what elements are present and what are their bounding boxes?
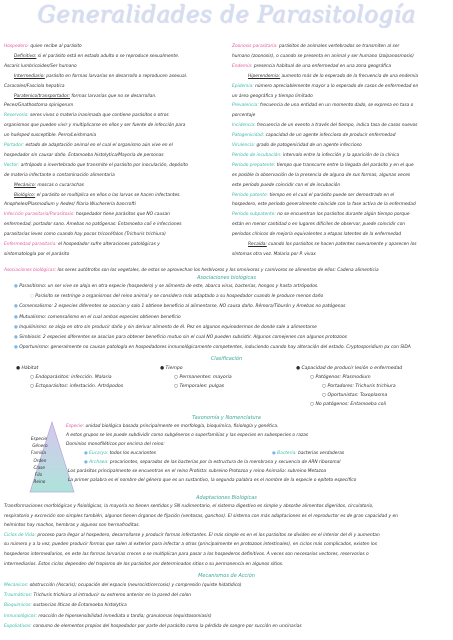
right-definition-line: es posible la observación de la presencia de alguna de sus formas, algunas veces	[232, 172, 411, 178]
association-item: ● Oportunismo: generalmente no causan patología en hospedadores inmunológicamente competentes, induciendo cuando hay alteración del estado. Cryptosporidium px con SIDA	[14, 345, 411, 351]
classification-item: ○ Ectoparásitos: infestación. Artrópodos	[30, 384, 124, 389]
adaptation-line: respiratorio y excreción son simples también, algunos tienen órganos de fijación (ventosas, ganchos). El sistema con más adaptaciones es el reproductor es de gran capacidad y en	[4, 513, 398, 519]
left-definition-line: Mecánico: moscas o cucarachas	[14, 182, 84, 188]
section-heading-taxonomy: Taxonomía y Nomenclatura	[192, 415, 261, 421]
left-definition-line: Peces/Gnathostoma spinigerum	[4, 103, 74, 109]
classification-item: ○ Oportunistas: Toxoplasma	[322, 393, 388, 398]
right-definition-line: síntomas otra vez. Malaria por P. vivax	[232, 251, 316, 257]
adaptation-line: Transformaciones morfológicas y fisiológicas, la mayoría no tienen sentidos y SN rudimentario, el sistema digestivo es simple y absorbe alimentos digeridos, circulatorio,	[4, 504, 374, 509]
pyramid-rank-label: Familia	[30, 450, 47, 456]
right-definition-line: períodos clínicos de mejoría equivalentes a etapas latentes de la enfermedad	[232, 232, 402, 238]
adaptation-line: helmintos hay machos, hembras y algunos son hermafroditas.	[4, 523, 140, 529]
adaptation-line: Ciclos de Vida: proceso para llegar al hospedero, desarrollarse y producir formas infectantes. El más simple es en el los parásitos se dividen en el interior del él y aumentan	[4, 532, 380, 538]
left-definition-line: Hospedero: quien recibe al parásito	[4, 44, 82, 49]
pyramid-rank-label: Género	[32, 443, 48, 449]
right-definition-line: Incidencia: frecuencia de un evento a través del tiempo, indica tasa de casos nuevos	[232, 123, 418, 129]
left-definition-line: parasitarias leves como cuando hay pocos tricocéfalos (Trichuris trichiura)	[4, 232, 166, 238]
adaptation-line: intermediarios. Estos ciclos dependen del tropismo de los parásitos por determinados sitios o su permanencia en algunos sitios.	[4, 561, 284, 567]
right-definition-line: Período subpatente: no se encuentran los parásitos durante algún tiempo porque	[232, 212, 410, 218]
left-definition-line: de materia infectante o contaminación alimentaria	[4, 172, 115, 178]
pyramid-rank-label: Filo	[34, 472, 43, 477]
classification-item: ○ Temporales: pulgas	[174, 384, 225, 389]
right-definition-line: están en menor cantidad o en lugares difíciles de observar, puede coincidir con	[232, 222, 405, 228]
taxonomy-line: La primer palabra es el nombre del género que es un sustantivo, la segunda palabra es el nombre de la especie o epíteto específico	[68, 478, 357, 483]
left-definition-line: Reservorio: seres vivos o materia inanimada que contiene parásitos o otros	[4, 113, 169, 119]
right-definition-line: Período prepatente: tiempo que transcurre entre la llegada del parásito y en el que	[232, 162, 414, 168]
section-heading-associations: Asociaciones biológicas	[197, 275, 256, 281]
classification-item: ● Hábitat	[16, 366, 39, 371]
right-definition-line: Zoonosis parasitaria: parásitos de animales vertebrados se transmiten al ser	[232, 44, 400, 49]
pyramid-rank-label: Orden	[33, 457, 47, 463]
right-definition-line: Endemia: presencia habitual de una enfermedad en una zona geográfica	[232, 63, 391, 69]
right-definition-line: Hiperendemia: aumento más de lo esperado de la frecuencia de una endemia	[248, 73, 419, 79]
right-definition-line: Prevalencia: frecuencia de una entidad en un momento dado, se expresa en tasa o	[232, 103, 414, 109]
association-item: ○ Parásito se restringe a organismos del reino animal y se considera más adaptado a su hospedador cuando le produce menos daño	[30, 294, 324, 300]
left-definition-line: Portador: estado de adaptación animal en el cual el organismo aún vive en el	[4, 143, 173, 148]
right-definition-line: este período puede coincidir con el de incubación	[232, 182, 341, 188]
classification-item: ○ Endoparásitos: infección. Malaria	[30, 375, 112, 380]
left-definition-line: organismos que pueden vivir y multiplicarse en ellos y ser fuente de infección para	[4, 123, 186, 129]
classification-item: ○ Patógenos: Plasmodium	[310, 375, 371, 380]
left-definition-line: Ascaris lumbricoides/Ser humano	[4, 63, 77, 69]
section-heading-adaptations: Adaptaciones Biológicas	[196, 495, 257, 501]
left-definition-line: hospedador sin causar daño. Entamoeba histolytica/Mayoría de personas	[4, 152, 164, 158]
taxonomy-line: ● Archaea: procariontes, separados de las bacterias por la estructura de la membrana y secuencia de ARN ribosomal	[84, 460, 341, 465]
mechanism-line: Expoliativos: consumo de elementos propios del hospedador por parte del parásito como la pérdida de sangre por succión en uncinarias	[4, 623, 302, 629]
right-definition-line: porcentaje	[232, 113, 256, 119]
right-definition-line: Período patente: tiempo en el cual el parásito puede ser demostrado en el	[232, 192, 395, 198]
association-item: ● Parasitismo: un ser vive se aloja en otra especie (hospedero) y se alimenta de este, abarca virus, bacterias, hongos y hasta artrópodos.	[14, 284, 319, 289]
classification-item: ● Tiempo	[160, 366, 183, 371]
taxonomy-line: ● Bacteria: bacterias verdaderas	[272, 451, 345, 456]
left-definition-line: Paratenico/transportador: formas larvarias que no se desarrollan.	[14, 93, 157, 99]
right-definition-line: Período de incubación: intervalo entre la infección y la aparición de la clínica	[232, 152, 400, 158]
association-item: ● Mutualismo: comensalismo en el cual ambas especies obtienen beneficio	[14, 314, 181, 320]
right-definition-line: humano (zoonosis), o cuando se presenta en animal y ser humano (zoipanosmosis)	[232, 53, 414, 59]
classification-item: ○ Portadores: Trichuris trichiura	[322, 384, 396, 389]
right-definition-line: un área geográfica y tiempo limitado	[232, 93, 313, 99]
mechanism-line: Traumáticos: Trichuris trichiura al introducir su extremo anterior en la pared del colon	[4, 593, 191, 599]
mechanism-line: Bioquímicos: sustancias líticas de Entamoeba histolytica	[4, 603, 127, 609]
association-item: ● Comensalismo: 2 especies diferentes se asocian y solo 1 obtiene beneficio al alimentarse, NO causa daño. Rémora/Tiburón y Amebas no patógenas	[14, 304, 346, 310]
left-definition-line: Intermediario: parásito en formas larvarias en desarrollo o reproducen asexual.	[14, 73, 188, 79]
taxonomy-line: Especie: unidad biológica basada principalmente en morfología, bioquímica, fisiología y genética.	[66, 424, 279, 429]
right-definition-line: Virulencia: grado de patogenicidad de un agente infeccioso	[232, 143, 362, 148]
mechanism-line: Mecánicos: obstrucción (Ascaris); ocupación del espacio (neurocisticercosis) y compresión (quiste hidatídico)	[4, 583, 242, 588]
page-title: Generalidades de Parasitología	[37, 2, 416, 28]
left-definition-line: Infección parasitaria/Parasitosis: hospedador tiene parásitos que NO causan	[4, 212, 170, 218]
left-definition-line: Caracoles/Fasciola hepatica	[4, 83, 65, 89]
adaptation-line: hospederos intermediarios, en este las formas larvarias crecen o se multiplican para pasar a los hospederos definitivos. A veces son necesarios vectores, reservorios o	[4, 552, 369, 557]
classification-item: ○ Permanentes: mayoría	[174, 375, 232, 380]
section-heading-mechanisms: Mecanismos de Acción	[198, 573, 255, 579]
mechanism-line: Inmunológicos: reacción de hipersensibilidad inmediata o tardía; granulomas (equistosomiasis)	[4, 613, 212, 619]
left-definition-line: Biológico: el parásito se multiplica en ellos o las larvas se hacen infectantes.	[14, 192, 181, 198]
assoc-intro: Asociaciones biológicas: los seres autótrofos son los vegetales, de estos se aprovechan los herbívoros y los omnívoros y carnívoros se alimentan de ellos: Cadena alimenticia	[4, 268, 379, 273]
adaptation-line: su número y a la vez, pueden producir formas que salen al exterior para infectar a otros (principalmente en protozoos intestinales), en ciclos más complicados, existen los	[4, 542, 377, 548]
left-definition-line: enfermedad, portador sano. Amebas no patógenas: Entamoeba coli e infecciones	[4, 222, 182, 228]
right-definition-line: Epidemia: número apreciablemente mayor a lo esperado de casos de enfermedad en	[232, 83, 419, 89]
association-item: ● Inquilinismo: se aloja en otro sin producir daño y sin derivar alimento de él. Pez en algunos equinodermos de donde sale a alimentarse	[14, 324, 317, 330]
left-definition-line: sintomatología por el parásito	[4, 251, 70, 257]
classification-item: ○ No patógenos: Entamoeba coli	[310, 402, 387, 407]
taxonomy-line: ● Eucarya: todos los eucariontes	[84, 451, 157, 456]
association-item: ● Simbiosis: 2 especies diferentes se asocian para obtener beneficio mutuo sin el cual NO pueden subsistir. Algunos comejenes con algunos protozoos	[14, 335, 347, 340]
section-heading-classification: Clasificación	[210, 356, 243, 362]
left-definition-line: Definitivo: si el parásito está en estado adulto o se reproduce sexualmente.	[14, 53, 180, 59]
left-definition-line: un huésped susceptible. Perro/Leishmania	[4, 133, 97, 139]
left-definition-line: Anopheles/Plasmodium y Aedes/ filaria Wuchereria bancrofti	[4, 202, 136, 208]
pyramid-rank-label: Reino	[33, 479, 46, 485]
taxonomy-line: Dominios monofiléticos por encima del reino:	[66, 442, 165, 447]
pyramid-rank-label: Clase	[33, 464, 45, 470]
right-definition-line: Recaída: cuando los parásitos se hacen patentes nuevamente y aparecen los	[248, 242, 417, 247]
taxonomy-line: A estos grupos se les puede subdividir como subgéneros o superfamilias y las especies en subespecies o razas	[66, 433, 309, 438]
right-definition-line: hospedero, este período generalmente coincide con la fase activa de la enfermedad	[232, 202, 416, 208]
left-definition-line: Vector: artrópodo o invertebrado que transmite el parásito por inoculación, depósito	[4, 162, 188, 168]
classification-item: ● Capacidad de producir lesión o enfermedad	[296, 366, 403, 371]
pyramid-rank-label: Especie	[30, 436, 47, 441]
right-definition-line: Patogenicidad: capacidad de un agente infeccioso de producir enfermedad	[232, 133, 396, 139]
taxonomy-line: Los parásitos principalmente se encuentran en el reino Protista: subreino Protozoa y reino Animalia: subreino Metazoa	[68, 469, 327, 474]
left-definition-line: Enfermedad parasitaria: el hospedador sufre alteraciones patológicas y	[4, 242, 160, 247]
